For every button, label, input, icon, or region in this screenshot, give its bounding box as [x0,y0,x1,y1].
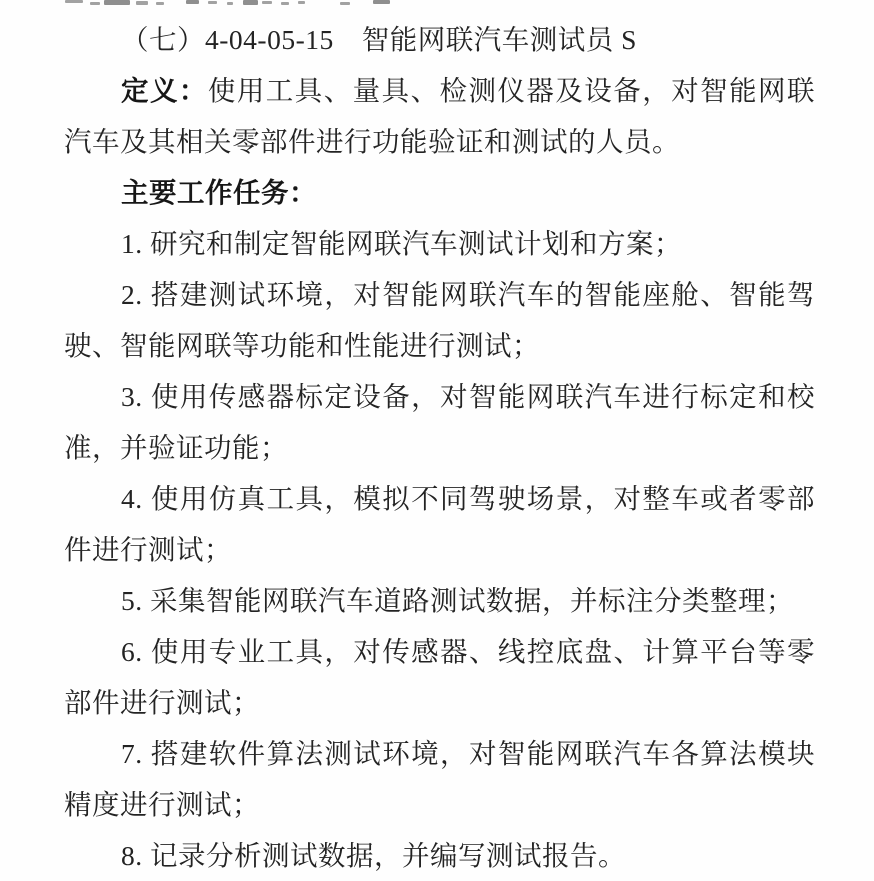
clipped-text-fragments [0,0,874,9]
clipped-text-fragment [281,2,289,5]
text-line: 准，并验证功能； [64,432,288,463]
clipped-text-fragment [298,1,305,4]
text-line: 8. 记录分析测试数据，并编写测试报告。 [121,840,626,871]
clipped-text-fragment [65,0,83,3]
clipped-text-fragment [208,1,217,4]
text-line: 部件进行测试； [64,687,260,718]
text-line: 件进行测试； [64,534,232,565]
text-line: 1. 研究和制定智能网联汽车测试计划和方案； [121,228,682,259]
text-line: 5. 采集智能网联汽车道路测试数据，并标注分类整理； [121,585,794,616]
document-body [64,14,815,881]
clipped-text-fragment [136,1,148,5]
clipped-text-fragment [262,1,272,4]
text-line: （七）4-04-05-15 智能网联汽车测试员 S [121,24,637,55]
text-line: 主要工作任务： [121,177,317,208]
clipped-text-fragment [104,0,130,5]
text-line: 精度进行测试； [64,789,260,820]
text-line: 2. 搭建测试环境，对智能网联汽车的智能座舱、智能驾 [121,279,815,310]
clipped-text-fragment [227,2,233,5]
clipped-text-fragment [156,2,164,5]
clipped-text-fragment [90,2,100,5]
clipped-text-fragment [373,0,390,4]
text-line: 定义：使用工具、量具、检测仪器及设备，对智能网联 [121,75,815,106]
definition-label: 定义： [121,75,208,106]
text-line: 7. 搭建软件算法测试环境，对智能网联汽车各算法模块 [121,738,815,769]
text-line: 驶、智能网联等功能和性能进行测试； [64,330,540,361]
text-line: 4. 使用仿真工具，模拟不同驾驶场景，对整车或者零部 [121,483,815,514]
text-line: 汽车及其相关零部件进行功能验证和测试的人员。 [64,126,680,157]
clipped-text-fragment [186,0,199,4]
text-line: 6. 使用专业工具，对传感器、线控底盘、计算平台等零 [121,636,815,667]
clipped-text-fragment [340,2,350,5]
clipped-text-fragment [243,0,258,5]
text-line: 3. 使用传感器标定设备，对智能网联汽车进行标定和校 [121,381,815,412]
